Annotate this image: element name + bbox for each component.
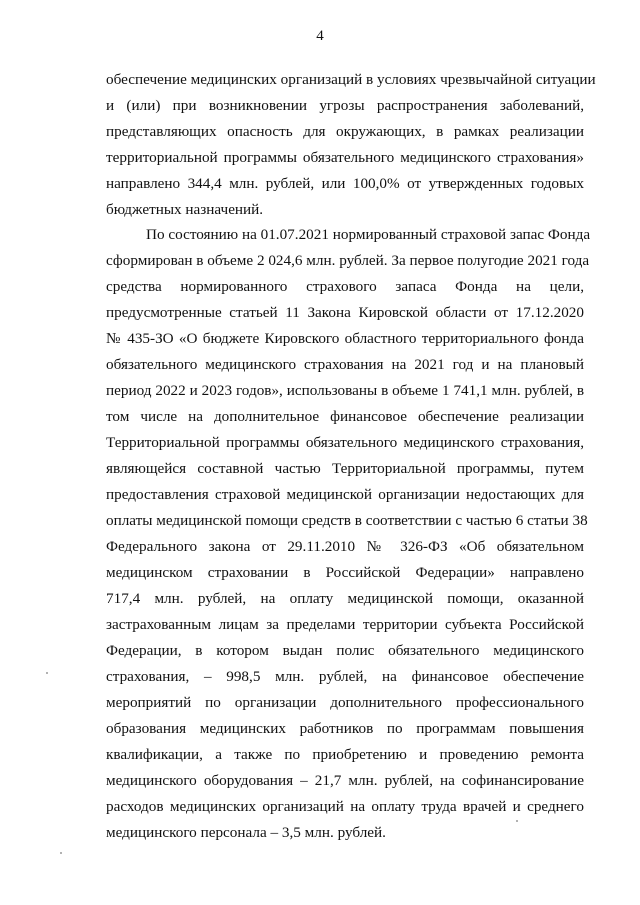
paragraph-line: и (или) при возникновении угрозы распространения заболеваний, (106, 97, 584, 114)
scan-speck (516, 820, 518, 822)
paragraph-line: расходов медицинских организаций на оплату труда врачей и среднего (106, 798, 584, 815)
paragraph-line: период 2022 и 2023 годов», использованы в объеме 1 741,1 млн. рублей, в (106, 382, 584, 399)
paragraph-line: представляющих опасность для окружающих, в рамках реализации (106, 123, 584, 140)
paragraph-line: образования медицинских работников по программам повышения (106, 720, 584, 737)
paragraph-2 (106, 222, 591, 846)
paragraph-line: предусмотренные статьей 11 Закона Кировской области от 17.12.2020 (106, 304, 584, 321)
paragraph-line: № 435-ЗО «О бюджете Кировского областного территориального фонда (106, 330, 584, 347)
scan-speck (46, 672, 48, 674)
paragraph-line: Федерации, в котором выдан полис обязательного медицинского (106, 642, 584, 659)
paragraph-line: 717,4 млн. рублей, на оплату медицинской помощи, оказанной (106, 590, 584, 607)
paragraph-line: По состоянию на 01.07.2021 нормированный страховой запас Фонда (146, 226, 591, 243)
paragraph-1 (106, 67, 596, 223)
paragraph-line: обязательного медицинского страхования на 2021 год и на плановый (106, 356, 584, 373)
scan-speck (60, 852, 62, 854)
paragraph-line: медицинском страховании в Российской Федерации» направлено (106, 564, 584, 581)
paragraph-line: сформирован в объеме 2 024,6 млн. рублей. За первое полугодие 2021 года (106, 252, 590, 269)
paragraph-line: обеспечение медицинских организаций в условиях чрезвычайной ситуации (106, 71, 596, 88)
paragraph-line: направлено 344,4 млн. рублей, или 100,0% от утвержденных годовых (106, 175, 584, 192)
paragraph-line: Федерального закона от 29.11.2010 № 326-ФЗ «Об обязательном (106, 538, 584, 555)
paragraph-line: Территориальной программы обязательного медицинского страхования, (106, 434, 584, 451)
paragraph-line: предоставления страховой медицинской организации недостающих для (106, 486, 584, 503)
paragraph-line: том числе на дополнительное финансовое обеспечение реализации (106, 408, 584, 425)
paragraph-line: бюджетных назначений. (106, 201, 264, 218)
paragraph-line: застрахованным лицам за пределами территории субъекта Российской (106, 616, 584, 633)
paragraph-line: страхования, – 998,5 млн. рублей, на финансовое обеспечение (106, 668, 584, 685)
paragraph-line: медицинского персонала – 3,5 млн. рублей. (106, 824, 386, 841)
paragraph-line: средства нормированного страхового запаса Фонда на цели, (106, 278, 584, 295)
paragraph-line: мероприятий по организации дополнительного профессионального (106, 694, 584, 711)
paragraph-line: квалификации, а также по приобретению и проведению ремонта (106, 746, 584, 763)
paragraph-line: территориальной программы обязательного медицинского страхования» (106, 149, 584, 166)
paragraph-line: оплаты медицинской помощи средств в соответствии с частью 6 статьи 38 (106, 512, 588, 529)
paragraph-line: являющейся составной частью Территориальной программы, путем (106, 460, 584, 477)
paragraph-line: медицинского оборудования – 21,7 млн. рублей, на софинансирование (106, 772, 584, 789)
page-number: 4 (316, 28, 324, 44)
